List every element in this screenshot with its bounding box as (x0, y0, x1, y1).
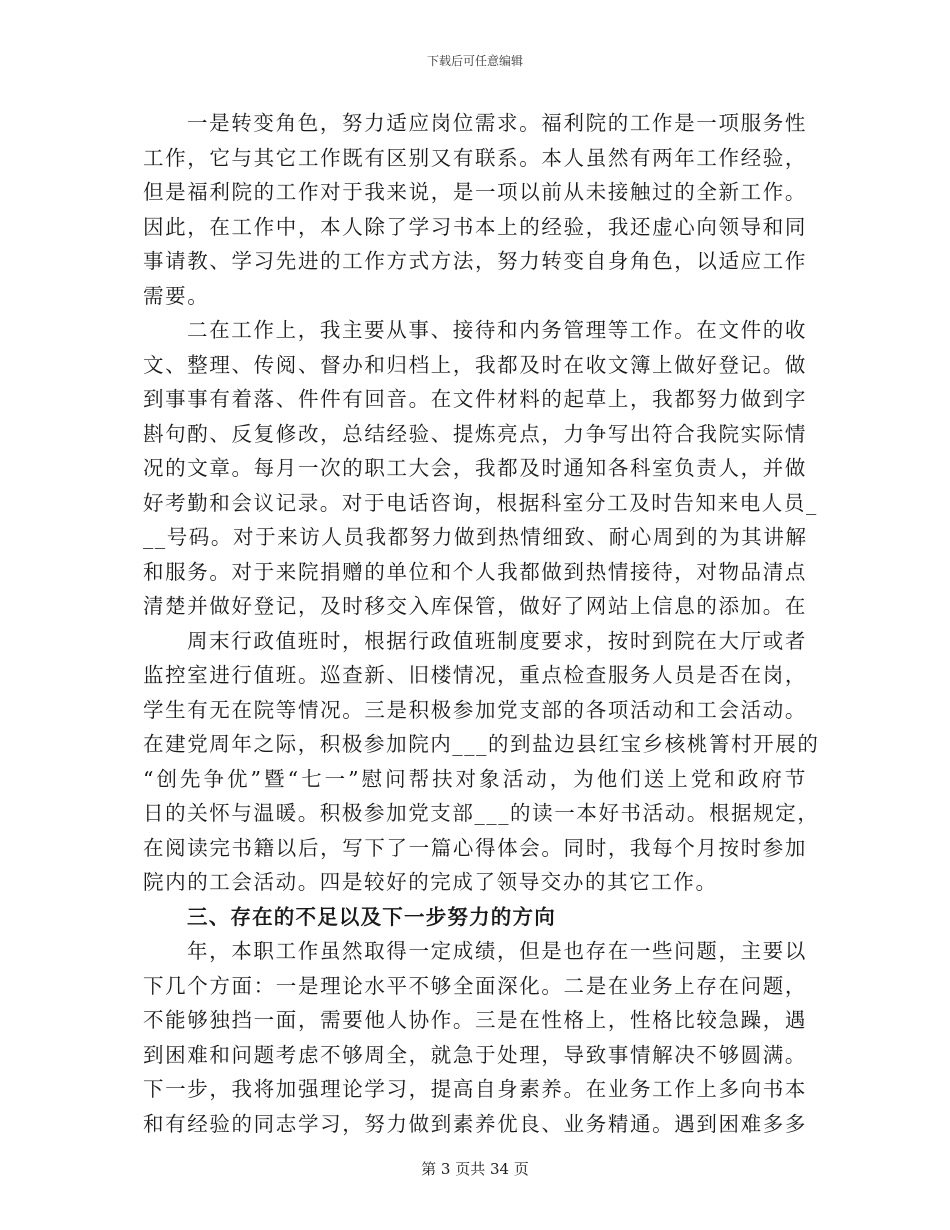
paragraph-line: 下一步，我将加强理论学习，提高自身素养。在业务工作上多向书本 (143, 1077, 807, 1101)
paragraph-line: 和服务。对于来院捐赠的单位和个人我都做到热情接待，对物品清点 (143, 559, 807, 584)
document-body (143, 106, 820, 1141)
paragraph-line: 周末行政值班时，根据行政值班制度要求，按时到院在大厅或者 (187, 628, 807, 653)
paragraph-line: 和有经验的同志学习，努力做到素养优良、业务精通。遇到困难多多 (143, 1111, 807, 1136)
paragraph-line: 二在工作上，我主要从事、接待和内务管理等工作。在文件的收 (187, 318, 807, 342)
paragraph-line: 不能够独挡一面，需要他人协作。三是在性格上，性格比较急躁，遇 (143, 1008, 807, 1032)
paragraph-line: 一是转变角色，努力适应岗位需求。福利院的工作是一项服务性 (187, 111, 807, 135)
page-number: 第 3 页共 34 页 (421, 1160, 529, 1178)
paragraph-line: 事请教、学习先进的工作方式方法，努力转变自身角色，以适应工作 (143, 249, 807, 273)
paragraph-line: 到事事有着落、件件有回音。在文件材料的起草上，我都努力做到字 (143, 387, 807, 411)
paragraph-line: “创先争优”暨“七一”慰问帮扶对象活动，为他们送上党和政府节 (143, 766, 807, 791)
paragraph-line: 清楚并做好登记，及时移交入库保管，做好了网站上信息的添加。在 (143, 594, 807, 618)
section-heading: 三、存在的不足以及下一步努力的方向 (187, 904, 556, 929)
page-header: 下载后可任意编辑 (426, 54, 523, 68)
paragraph-line: 因此，在工作中，本人除了学习书本上的经验，我还虚心向领导和同 (143, 214, 807, 239)
paragraph-line: 好考勤和会议记录。对于电话咨询，根据科室分工及时告知来电人员_ (143, 490, 818, 515)
paragraph-line: 学生有无在院等情况。三是积极参加党支部的各项活动和工会活动。 (143, 697, 807, 722)
paragraph-line: 日的关怀与温暖。积极参加党支部___的读一本好书活动。根据规定， (143, 801, 820, 825)
paragraph-line: 文、整理、传阅、督办和归档上，我都及时在收文簿上做好登记。做 (143, 352, 807, 377)
paragraph-line: 工作，它与其它工作既有区别又有联系。本人虽然有两年工作经验， (143, 145, 807, 170)
paragraph-line: 需要。 (143, 283, 210, 308)
paragraph-line: 院内的工会活动。四是较好的完成了领导交办的其它工作。 (143, 870, 718, 894)
paragraph-line: 斟句酌、反复修改，总结经验、提炼亮点，力争写出符合我院实际情 (143, 421, 807, 446)
paragraph-line: 监控室进行值班。巡查新、旧楼情况，重点检查服务人员是否在岗， (143, 663, 807, 687)
paragraph-line: 下几个方面：一是理论水平不够全面深化。二是在业务上存在问题， (143, 973, 807, 998)
paragraph-line: 在阅读完书籍以后，写下了一篇心得体会。同时，我每个月按时参加 (143, 835, 807, 860)
paragraph-line: 到困难和问题考虑不够周全，就急于处理，导致事情解决不够圆满。 (143, 1042, 807, 1067)
paragraph-line: 况的文章。每月一次的职工大会，我都及时通知各科室负责人，并做 (143, 456, 807, 480)
paragraph-line: 年，本职工作虽然取得一定成绩，但是也存在一些问题，主要以 (187, 939, 807, 963)
paragraph-line: __号码。对于来访人员我都努力做到热情细致、耐心周到的为其讲解 (143, 525, 808, 549)
paragraph-line: 在建党周年之际，积极参加院内___的到盐边县红宝乡核桃箐村开展的 (143, 732, 820, 756)
paragraph-line: 但是福利院的工作对于我来说，是一项以前从未接触过的全新工作。 (143, 180, 807, 204)
